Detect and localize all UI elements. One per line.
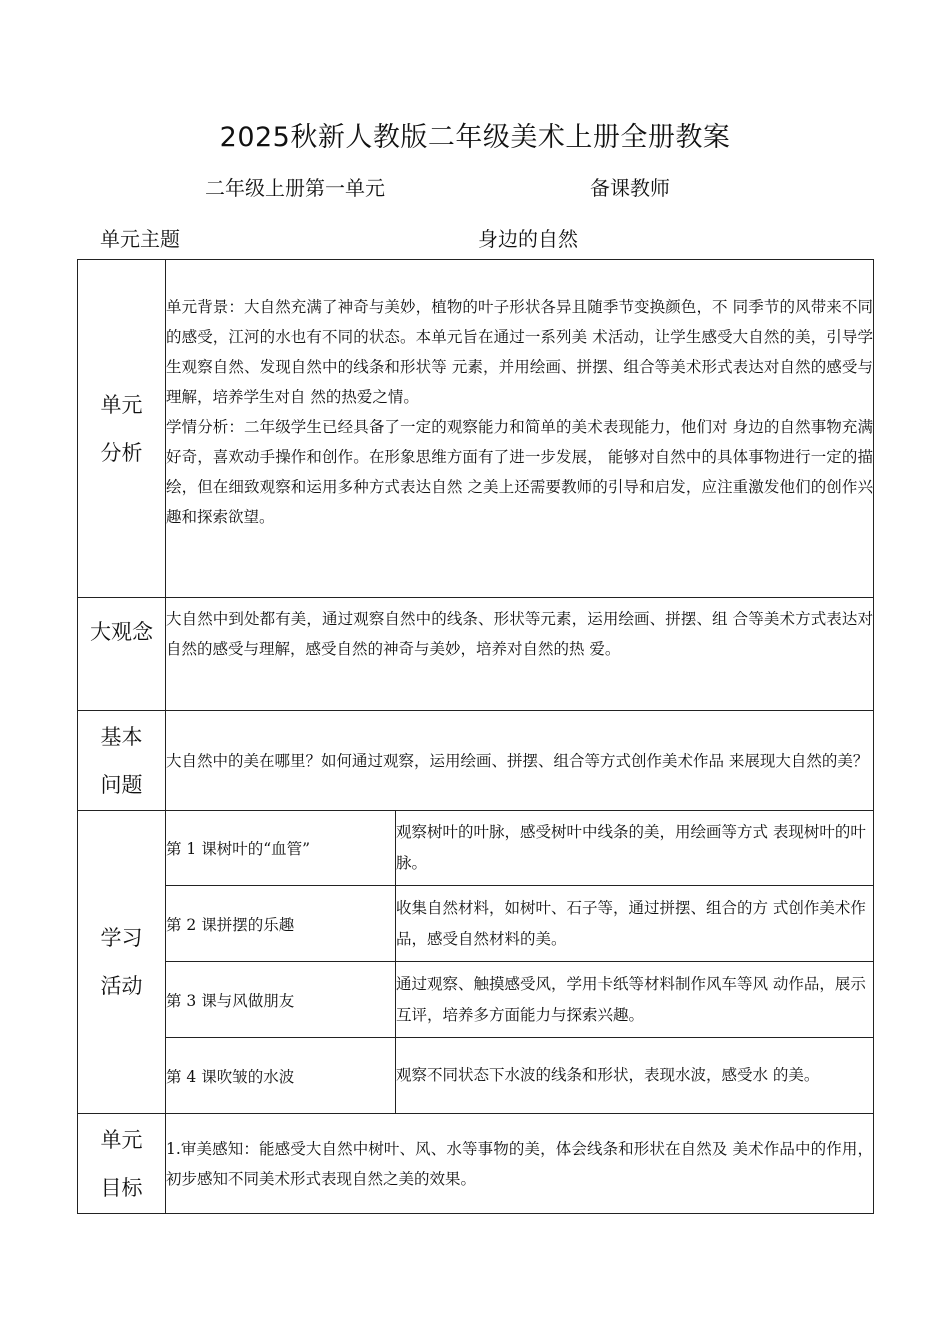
lesson-row xyxy=(78,962,874,1038)
big-idea-text: 大自然中到处都有美，通过观察自然中的线条、形状等元素，运用绘画、拼摆、组 合等美术方式表达对自然的感受与理解，感受自然的神奇与美妙，培养对自然的热 爱。 xyxy=(166,598,874,711)
unit-analysis-head: 单元 分析 xyxy=(78,260,166,598)
lesson-desc: 观察树叶的叶脉，感受树叶中线条的美，用绘画等方式 表现树叶的叶脉。 xyxy=(396,811,874,886)
unit-analysis-body xyxy=(166,260,874,598)
lesson-plan-table xyxy=(77,259,874,1214)
basic-question-row xyxy=(78,711,874,811)
big-idea-head: 大观念 xyxy=(78,598,166,711)
unit-goals-row xyxy=(78,1114,874,1214)
lesson-row xyxy=(78,1038,874,1114)
lesson-desc: 通过观察、触摸感受风，学用卡纸等材料制作风车等风 动作品，展示互评，培养多方面能力与探索兴趣。 xyxy=(396,962,874,1038)
unit-analysis-row xyxy=(78,260,874,598)
lesson-desc: 收集自然材料，如树叶、石子等，通过拼摆、组合的方 式创作美术作品，感受自然材料的美。 xyxy=(396,886,874,962)
basic-question-head: 基本 问题 xyxy=(78,711,166,811)
lesson-row xyxy=(78,811,874,886)
lesson-row xyxy=(78,886,874,962)
lesson-desc: 观察不同状态下水波的线条和形状，表现水波，感受水 的美。 xyxy=(396,1038,874,1114)
lesson-name: 第 2 课拼摆的乐趣 xyxy=(166,886,396,962)
unit-goals-head: 单元 目标 xyxy=(78,1114,166,1214)
grade-unit: 二年级上册第一单元 xyxy=(205,176,385,200)
teacher-label: 备课教师 xyxy=(590,176,670,200)
theme-value: 身边的自然 xyxy=(478,227,578,251)
big-idea-row xyxy=(78,598,874,711)
learner-analysis: 学情分析：二年级学生已经具备了一定的观察能力和简单的美术表现能力，他们对 身边的自然事物充满好奇，喜欢动手操作和创作。在形象思维方面有了进一步发展， 能够对自然中的具体事物进行一定的描绘，但在细致观察和运用多种方式表达自然 之美上还需要教师的引导和启发，应注重激发他们的创作兴趣和探索欲望。 xyxy=(166,418,873,526)
basic-question-text: 大自然中的美在哪里？如何通过观察，运用绘画、拼摆、组合等方式创作美术作品 来展现大自然的美？ xyxy=(166,711,874,811)
theme-label: 单元主题 xyxy=(100,227,180,251)
document-title: 2025秋新人教版二年级美术上册全册教案 xyxy=(219,122,731,153)
unit-goals-text: 1.审美感知：能感受大自然中树叶、风、水等事物的美，体会线条和形状在自然及 美术作品中的作用，初步感知不同美术形式表现自然之美的效果。 xyxy=(166,1114,874,1214)
lesson-name: 第 1 课树叶的“血管” xyxy=(166,811,396,886)
unit-background: 单元背景：大自然充满了神奇与美妙，植物的叶子形状各异且随季节变换颜色，不 同季节的风带来不同的感受，江河的水也有不同的状态。本单元旨在通过一系列美 术活动，让学生感受大自然的美，引导学生观察自然、发现自然中的线条和形状等 元素，并用绘画、拼摆、组合等美术形式表达对自然的感受与理解，培养学生对自 然的热爱之情。 xyxy=(166,298,873,406)
lesson-name: 第 4 课吹皱的水波 xyxy=(166,1038,396,1114)
activities-head: 学习 活动 xyxy=(78,811,166,1114)
lesson-name: 第 3 课与风做朋友 xyxy=(166,962,396,1038)
